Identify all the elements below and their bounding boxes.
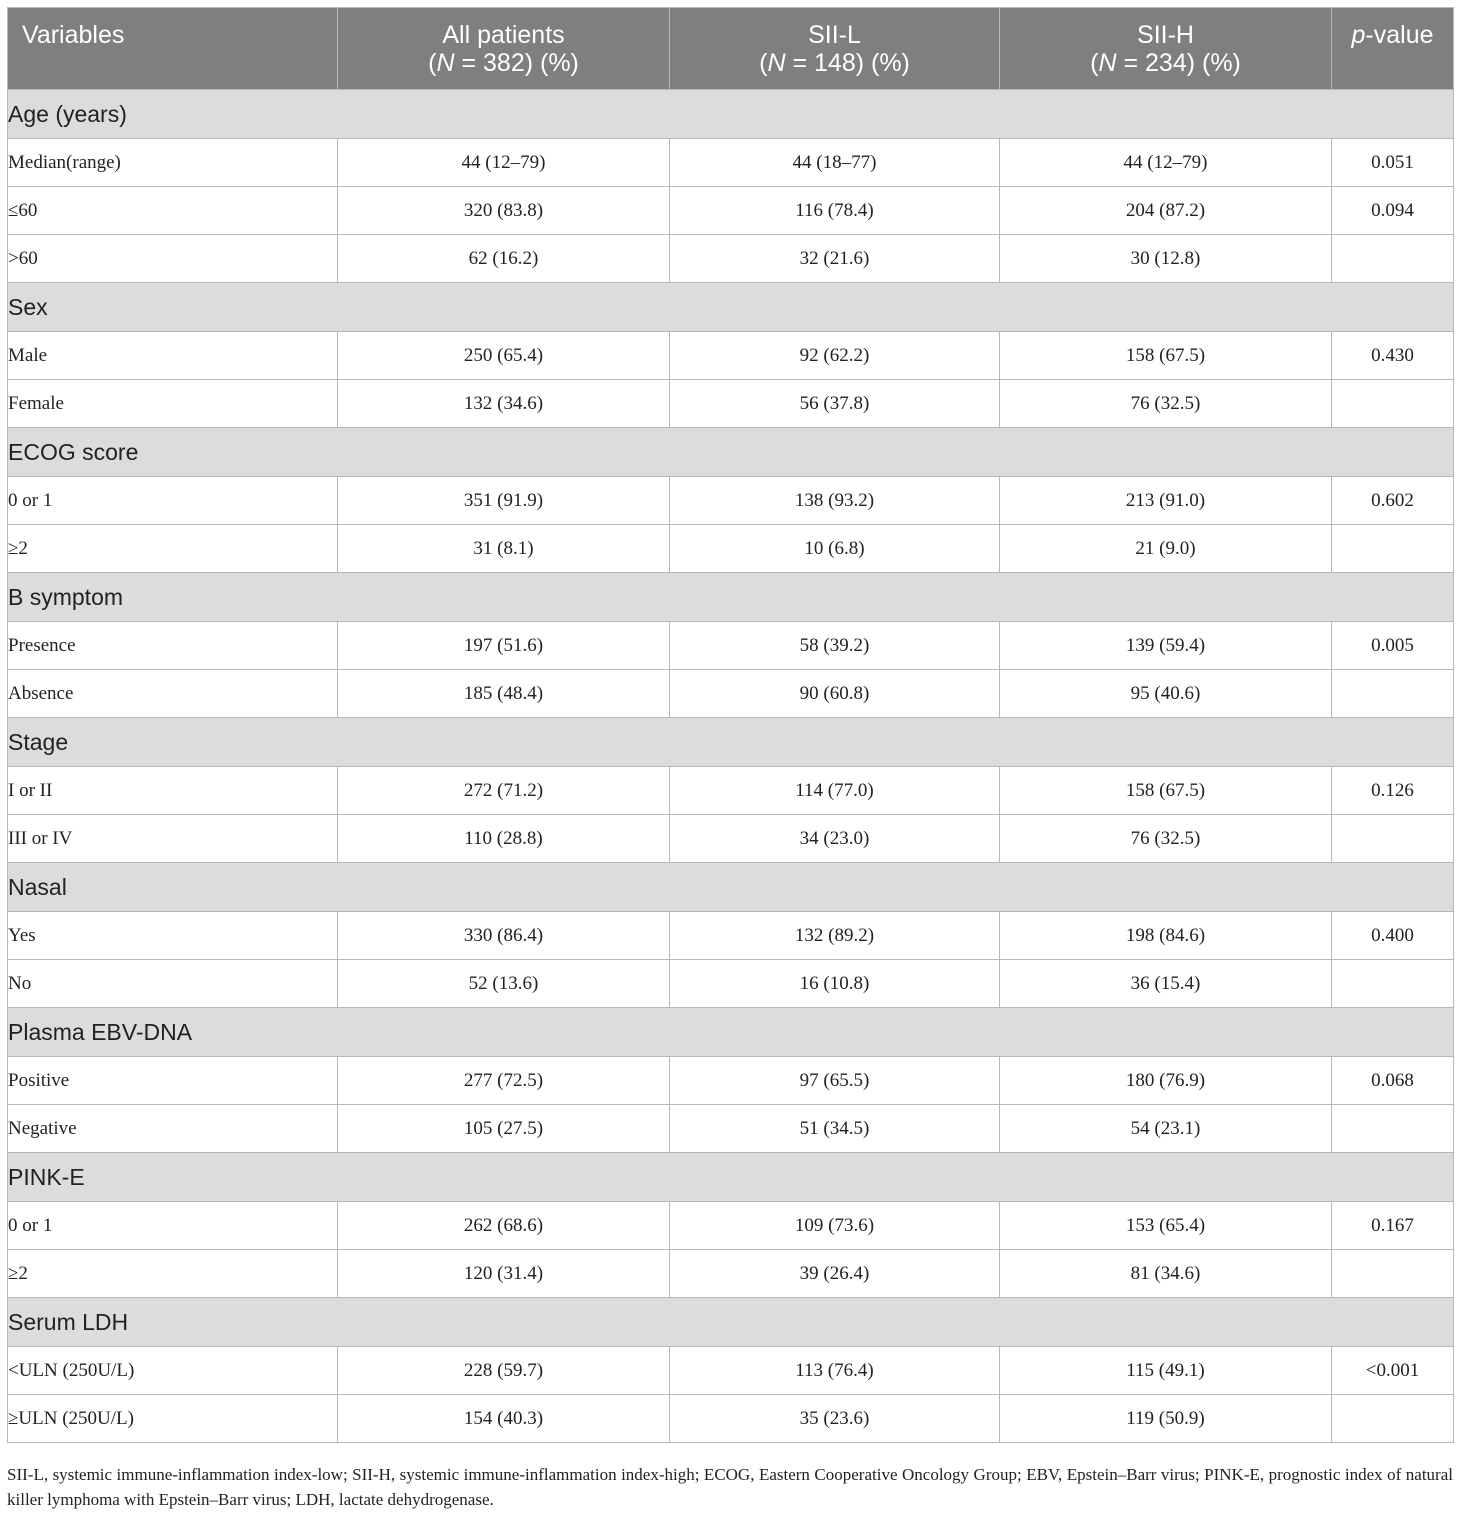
cell-siih: 76 (32.5)	[1000, 815, 1332, 863]
cell-all: 262 (68.6)	[338, 1202, 670, 1250]
cell-siih: 198 (84.6)	[1000, 912, 1332, 960]
header-all-n: (N = 382) (%)	[428, 49, 579, 77]
cell-p: 0.005	[1332, 622, 1454, 670]
table-footnote: SII-L, systemic immune-inflammation index-low; SII-H, systemic immune-inflammation index-high; ECOG, Eastern Cooperative Oncology Group; EBV, Epstein–Barr virus; PINK-E, prognostic index of natural killer lymphoma with Epstein–Barr virus; LDH, lactate dehydrogenase.	[7, 1465, 1453, 1509]
table-row	[8, 622, 1454, 670]
cell-siil: 138 (93.2)	[670, 477, 1000, 525]
group-title: Stage	[8, 718, 1454, 767]
cell-siih: 158 (67.5)	[1000, 767, 1332, 815]
cell-siil: 113 (76.4)	[670, 1347, 1000, 1395]
cell-siil: 114 (77.0)	[670, 767, 1000, 815]
cell-p	[1332, 670, 1454, 718]
cell-p	[1332, 815, 1454, 863]
cell-all: 120 (31.4)	[338, 1250, 670, 1298]
cell-label: ≥ULN (250U/L)	[8, 1395, 338, 1443]
cell-siil: 109 (73.6)	[670, 1202, 1000, 1250]
cell-label: III or IV	[8, 815, 338, 863]
cell-siih: 54 (23.1)	[1000, 1105, 1332, 1153]
cell-siil: 51 (34.5)	[670, 1105, 1000, 1153]
table-row	[8, 767, 1454, 815]
group-title: B symptom	[8, 573, 1454, 622]
cell-siil: 56 (37.8)	[670, 380, 1000, 428]
cell-siil: 44 (18–77)	[670, 139, 1000, 187]
cell-p	[1332, 1250, 1454, 1298]
group-title: ECOG score	[8, 428, 1454, 477]
cell-all: 44 (12–79)	[338, 139, 670, 187]
cell-label: Yes	[8, 912, 338, 960]
cell-siih: 153 (65.4)	[1000, 1202, 1332, 1250]
cell-label: Female	[8, 380, 338, 428]
header-siih-n: (N = 234) (%)	[1090, 49, 1241, 77]
cell-siih: 119 (50.9)	[1000, 1395, 1332, 1443]
cell-siih: 158 (67.5)	[1000, 332, 1332, 380]
cell-p	[1332, 960, 1454, 1008]
cell-siih: 44 (12–79)	[1000, 139, 1332, 187]
table-row	[8, 139, 1454, 187]
header-row	[8, 8, 1454, 90]
cell-siil: 32 (21.6)	[670, 235, 1000, 283]
cell-label: Absence	[8, 670, 338, 718]
cell-label: Median(range)	[8, 139, 338, 187]
group-row	[8, 863, 1454, 912]
cell-all: 330 (86.4)	[338, 912, 670, 960]
group-row	[8, 1008, 1454, 1057]
group-row	[8, 283, 1454, 332]
header-all-title: All patients	[442, 21, 565, 49]
header-siil-n: (N = 148) (%)	[759, 49, 910, 77]
cell-siil: 116 (78.4)	[670, 187, 1000, 235]
table-row	[8, 187, 1454, 235]
header-p-value: p-value	[1332, 8, 1454, 90]
group-row	[8, 1153, 1454, 1202]
table-row	[8, 1105, 1454, 1153]
cell-all: 250 (65.4)	[338, 332, 670, 380]
cell-p: <0.001	[1332, 1347, 1454, 1395]
cell-all: 228 (59.7)	[338, 1347, 670, 1395]
cell-all: 62 (16.2)	[338, 235, 670, 283]
cell-siil: 92 (62.2)	[670, 332, 1000, 380]
cell-label: ≤60	[8, 187, 338, 235]
cell-label: 0 or 1	[8, 1202, 338, 1250]
header-siil-title: SII-L	[808, 21, 861, 49]
cell-siil: 132 (89.2)	[670, 912, 1000, 960]
cell-p: 0.068	[1332, 1057, 1454, 1105]
cell-siil: 34 (23.0)	[670, 815, 1000, 863]
table-row	[8, 235, 1454, 283]
cell-siih: 204 (87.2)	[1000, 187, 1332, 235]
table-row	[8, 912, 1454, 960]
group-title: Sex	[8, 283, 1454, 332]
group-row	[8, 718, 1454, 767]
cell-label: Male	[8, 332, 338, 380]
cell-all: 154 (40.3)	[338, 1395, 670, 1443]
cell-p: 0.167	[1332, 1202, 1454, 1250]
cell-label: <ULN (250U/L)	[8, 1347, 338, 1395]
cell-all: 31 (8.1)	[338, 525, 670, 573]
cell-label: I or II	[8, 767, 338, 815]
characteristics-table	[7, 7, 1454, 1443]
cell-label: Presence	[8, 622, 338, 670]
cell-siil: 35 (23.6)	[670, 1395, 1000, 1443]
cell-p: 0.602	[1332, 477, 1454, 525]
header-sii-l	[670, 8, 1000, 90]
cell-label: ≥2	[8, 525, 338, 573]
cell-siil: 58 (39.2)	[670, 622, 1000, 670]
cell-p	[1332, 380, 1454, 428]
cell-all: 52 (13.6)	[338, 960, 670, 1008]
cell-all: 132 (34.6)	[338, 380, 670, 428]
group-title: Age (years)	[8, 90, 1454, 139]
group-title: Nasal	[8, 863, 1454, 912]
cell-all: 110 (28.8)	[338, 815, 670, 863]
cell-siih: 213 (91.0)	[1000, 477, 1332, 525]
table-row	[8, 477, 1454, 525]
cell-all: 277 (72.5)	[338, 1057, 670, 1105]
table-row	[8, 815, 1454, 863]
cell-p: 0.051	[1332, 139, 1454, 187]
cell-p	[1332, 525, 1454, 573]
cell-siih: 81 (34.6)	[1000, 1250, 1332, 1298]
cell-all: 272 (71.2)	[338, 767, 670, 815]
cell-siih: 139 (59.4)	[1000, 622, 1332, 670]
cell-label: No	[8, 960, 338, 1008]
group-title: PINK-E	[8, 1153, 1454, 1202]
cell-p: 0.400	[1332, 912, 1454, 960]
cell-p	[1332, 1395, 1454, 1443]
cell-p: 0.430	[1332, 332, 1454, 380]
table-row	[8, 1395, 1454, 1443]
table-row	[8, 1250, 1454, 1298]
group-row	[8, 90, 1454, 139]
group-row	[8, 428, 1454, 477]
header-variables: Variables	[8, 8, 338, 90]
cell-label: 0 or 1	[8, 477, 338, 525]
cell-siih: 76 (32.5)	[1000, 380, 1332, 428]
cell-all: 185 (48.4)	[338, 670, 670, 718]
cell-siil: 39 (26.4)	[670, 1250, 1000, 1298]
group-title: Plasma EBV-DNA	[8, 1008, 1454, 1057]
cell-siil: 10 (6.8)	[670, 525, 1000, 573]
cell-all: 320 (83.8)	[338, 187, 670, 235]
cell-siil: 97 (65.5)	[670, 1057, 1000, 1105]
table-row	[8, 332, 1454, 380]
table-row	[8, 1347, 1454, 1395]
cell-label: ≥2	[8, 1250, 338, 1298]
table-row	[8, 525, 1454, 573]
cell-p	[1332, 235, 1454, 283]
header-all-patients	[338, 8, 670, 90]
group-title: Serum LDH	[8, 1298, 1454, 1347]
cell-siih: 95 (40.6)	[1000, 670, 1332, 718]
cell-p: 0.094	[1332, 187, 1454, 235]
cell-siih: 180 (76.9)	[1000, 1057, 1332, 1105]
cell-p: 0.126	[1332, 767, 1454, 815]
cell-siil: 16 (10.8)	[670, 960, 1000, 1008]
table-row	[8, 1057, 1454, 1105]
cell-siih: 115 (49.1)	[1000, 1347, 1332, 1395]
table-row	[8, 380, 1454, 428]
cell-all: 105 (27.5)	[338, 1105, 670, 1153]
cell-p	[1332, 1105, 1454, 1153]
cell-siih: 30 (12.8)	[1000, 235, 1332, 283]
group-row	[8, 573, 1454, 622]
table-body	[8, 90, 1454, 1443]
cell-all: 197 (51.6)	[338, 622, 670, 670]
cell-siil: 90 (60.8)	[670, 670, 1000, 718]
cell-label: Negative	[8, 1105, 338, 1153]
cell-label: Positive	[8, 1057, 338, 1105]
table-row	[8, 1202, 1454, 1250]
cell-all: 351 (91.9)	[338, 477, 670, 525]
cell-siih: 36 (15.4)	[1000, 960, 1332, 1008]
cell-siih: 21 (9.0)	[1000, 525, 1332, 573]
group-row	[8, 1298, 1454, 1347]
header-siih-title: SII-H	[1137, 21, 1194, 49]
table-row	[8, 670, 1454, 718]
cell-label: >60	[8, 235, 338, 283]
header-sii-h	[1000, 8, 1332, 90]
table-row	[8, 960, 1454, 1008]
